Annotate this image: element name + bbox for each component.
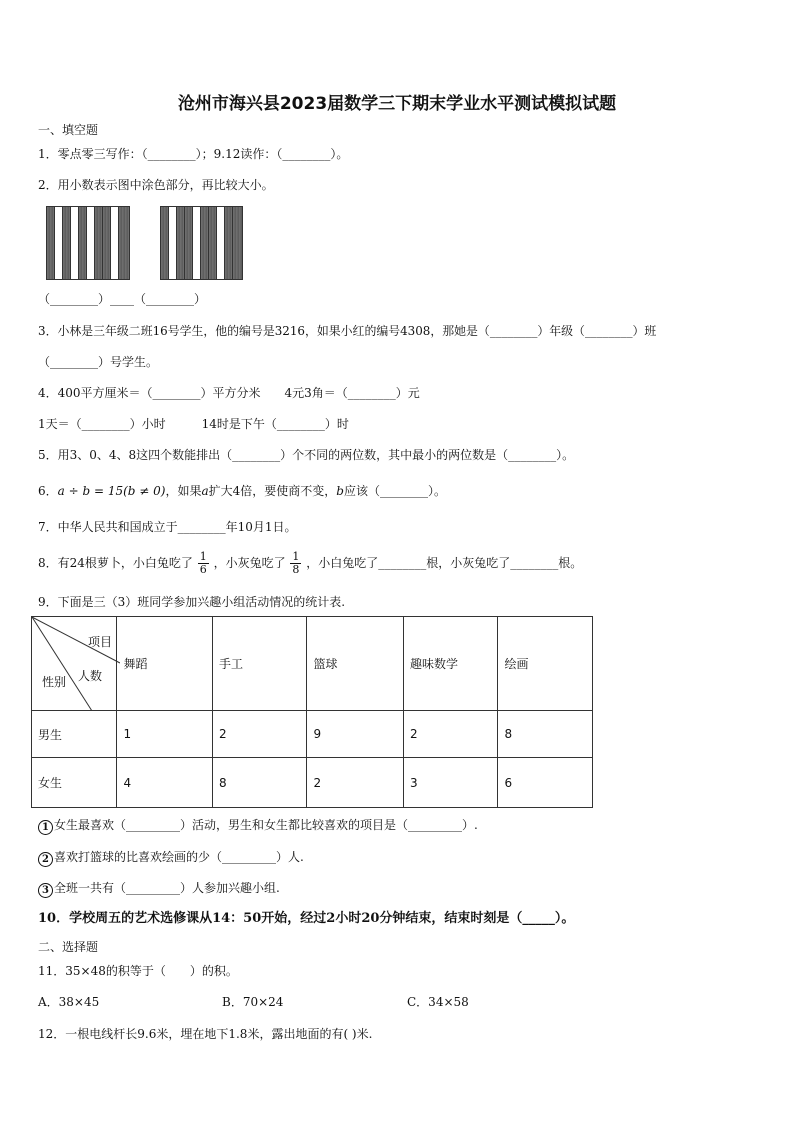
strip-shaded: [161, 207, 169, 279]
circled-number: 3: [38, 883, 53, 898]
question-3-line-2: （________）号学生。: [38, 355, 159, 369]
fraction-denominator: 6: [199, 563, 207, 576]
question-9: 9．下面是三（3）班同学参加兴趣小组活动情况的统计表.: [38, 595, 346, 609]
table-cell: 8: [498, 711, 593, 758]
option-a: A．38×45: [38, 995, 100, 1009]
corner-label-gender: 性别: [42, 675, 67, 689]
strip-shaded: [119, 207, 129, 279]
question-8: [38, 550, 582, 576]
circled-number: 1: [38, 820, 53, 835]
fraction-numerator: 1: [292, 550, 300, 563]
row-label: 女生: [32, 758, 117, 808]
table-cell: 8: [212, 758, 307, 808]
question-12: 12．一根电线杆长9.6米，埋在地下1.8米，露出地面的有( )米.: [38, 1027, 373, 1041]
option-c: C．34×58: [407, 995, 469, 1009]
table-cell: 2: [403, 711, 498, 758]
table-header-cell: 趣味数学: [403, 617, 498, 711]
question-8-text-a: 8．有24根萝卜，小白兔吃了: [38, 556, 193, 570]
table-row-boys: [32, 711, 593, 758]
question-9-part-2-text: 喜欢打篮球的比喜欢绘画的少（_________）人.: [54, 850, 304, 864]
table-header-cell: 绘画: [498, 617, 593, 711]
strip-shaded: [103, 207, 111, 279]
strip-blank: [87, 207, 95, 279]
variable-b: b: [336, 484, 344, 498]
strip-blank: [111, 207, 119, 279]
question-7: 7．中华人民共和国成立于________年10月1日。: [38, 520, 297, 534]
fraction-one-sixth: [198, 551, 209, 576]
decimal-figure-right: [160, 206, 243, 280]
strip-shaded: [177, 207, 185, 279]
decimal-figure-left: [46, 206, 130, 280]
question-2-answer: （________）____（________）: [38, 292, 207, 306]
variable-a: a: [201, 484, 209, 498]
strip-shaded: [185, 207, 193, 279]
table-header-cell: 篮球: [307, 617, 404, 711]
question-4-line-2: 1天＝（________）小时 14时是下午（________）时: [38, 417, 349, 431]
section-heading-fill-blank: 一、填空题: [38, 123, 99, 137]
page-title: 沧州市海兴县2023届数学三下期末学业水平测试模拟试题: [177, 94, 617, 114]
strip-shaded: [63, 207, 71, 279]
question-8-text-c: ，小白兔吃了________根，小灰兔吃了________根。: [306, 556, 583, 570]
strip-blank: [217, 207, 225, 279]
question-9-part-1: [38, 817, 478, 835]
table-cell: 2: [307, 758, 404, 808]
question-1: 1．零点零三写作：（________）；9.12读作：（________）。: [38, 147, 349, 161]
corner-label-count: 人数: [78, 669, 103, 683]
table-cell: 6: [498, 758, 593, 808]
question-6-text-3: 应该（________）。: [343, 484, 446, 498]
question-8-text-b: ，小灰兔吃了: [213, 556, 286, 570]
strip-blank: [169, 207, 177, 279]
table-cell: 4: [117, 758, 213, 808]
corner-label-item: 项目: [88, 635, 113, 649]
section-heading-multiple-choice: 二、选择题: [38, 940, 99, 954]
question-9-part-1-text: 女生最喜欢（_________）活动，男生和女生都比较喜欢的项目是（_________）.: [54, 818, 478, 832]
table-header-cell: 舞蹈: [117, 617, 213, 711]
table-header-cell: 手工: [212, 617, 307, 711]
table-row-girls: [32, 758, 593, 808]
question-9-part-3: [38, 880, 280, 898]
strip-shaded: [209, 207, 217, 279]
question-6-number: 6．: [38, 484, 58, 498]
question-9-part-3-text: 全班一共有（_________）人参加兴趣小组.: [54, 881, 280, 895]
strip-shaded: [95, 207, 103, 279]
row-label: 男生: [32, 711, 117, 758]
table-corner-cell: [32, 617, 117, 711]
table-cell: 9: [307, 711, 404, 758]
question-6-text-2: 扩大4倍，要使商不变，: [208, 484, 337, 498]
question-2: 2．用小数表示图中涂色部分，再比较大小。: [38, 178, 274, 192]
strip-shaded: [47, 207, 55, 279]
question-9-part-2: [38, 849, 304, 867]
diagonal-lines: [32, 617, 120, 711]
question-6-formula: a ÷ b = 15(b ≠ 0): [57, 484, 166, 498]
interest-group-table: [31, 616, 593, 808]
question-3-line-1: 3．小林是三年级二班16号学生，他的编号是3216，如果小红的编号4308，那她是（________）年级（________）班: [38, 324, 657, 338]
table-cell: 1: [117, 711, 213, 758]
fraction-numerator: 1: [199, 550, 207, 563]
strip-shaded: [225, 207, 233, 279]
question-4-line-1: 4．400平方厘米＝（________）平方分米 4元3角＝（________）元: [38, 386, 420, 400]
circled-number: 2: [38, 852, 53, 867]
question-11: 11．35×48的积等于（ ）的积。: [38, 964, 238, 978]
question-10: 10．学校周五的艺术选修课从14：50开始，经过2小时20分钟结束，结束时刻是（_____）。: [38, 911, 575, 926]
strip-blank: [193, 207, 201, 279]
question-6-text: ，如果: [165, 484, 202, 498]
strip-blank: [71, 207, 79, 279]
fraction-denominator: 8: [292, 563, 300, 576]
question-5: 5．用3、0、4、8这四个数能排出（________）个不同的两位数，其中最小的两位数是（________）。: [38, 448, 575, 462]
strip-blank: [55, 207, 63, 279]
fraction-one-eighth: [290, 551, 301, 576]
table-cell: 3: [403, 758, 498, 808]
question-6: [38, 483, 446, 499]
table-cell: 2: [212, 711, 307, 758]
strip-shaded: [79, 207, 87, 279]
strip-shaded: [201, 207, 209, 279]
strip-shaded: [233, 207, 242, 279]
option-b: B．70×24: [222, 995, 284, 1009]
